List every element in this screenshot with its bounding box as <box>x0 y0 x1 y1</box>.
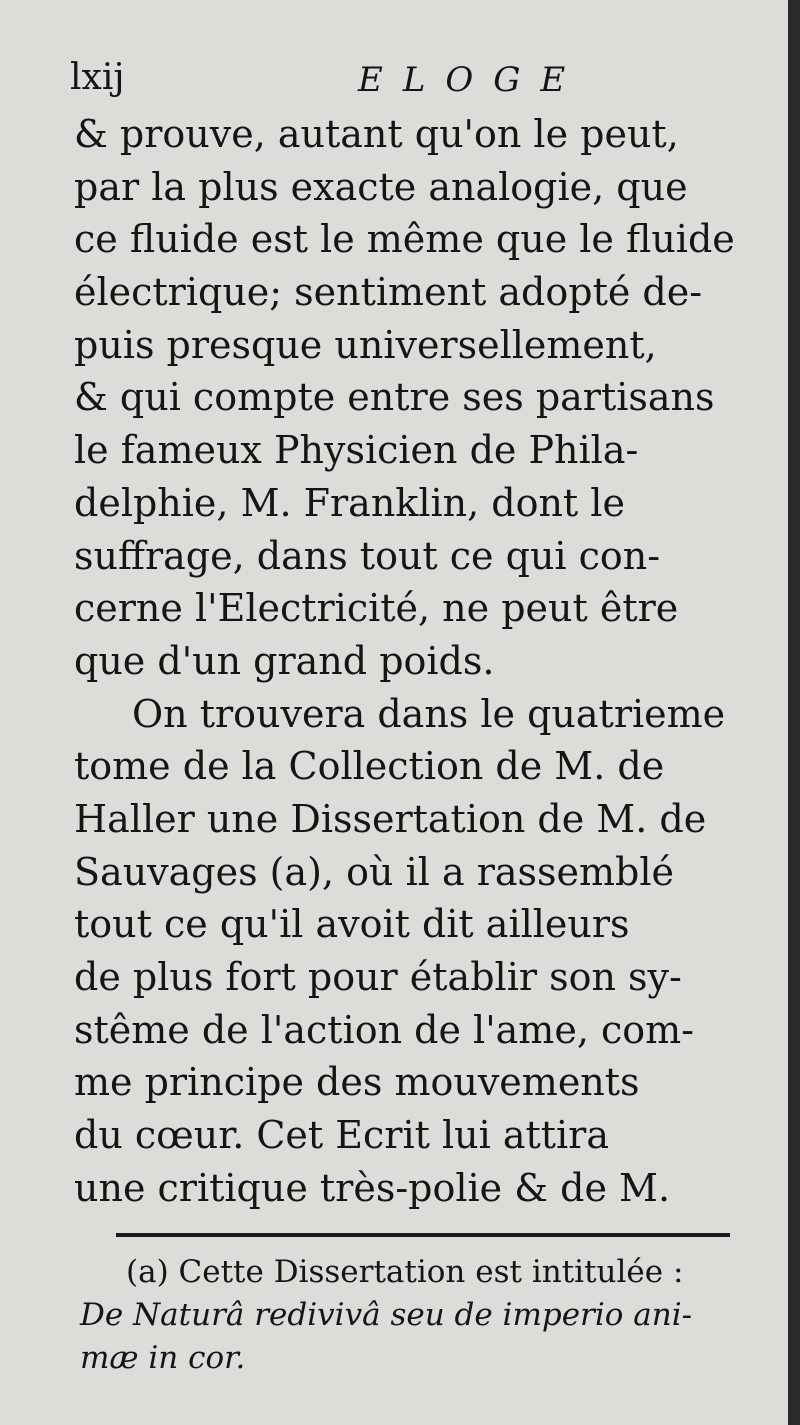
text-line: tout ce qu'il avoit dit ailleurs <box>74 902 630 947</box>
text-line: le fameux Physicien de Phila- <box>74 428 639 473</box>
text-line: tome de la Collection de M. de <box>74 744 665 789</box>
text-line: ce fluide est le même que le fluide <box>74 217 735 262</box>
page-edge <box>788 0 800 1425</box>
text-line: que d'un grand poids. <box>74 638 495 683</box>
footnote-rule <box>116 1233 730 1237</box>
text-line: & qui compte entre ses partisans <box>74 375 715 420</box>
page-number: lxij <box>70 57 125 98</box>
text-line: électrique; sentiment adopté de- <box>74 270 703 315</box>
text-line: du cœur. Cet Ecrit lui attira <box>74 1113 609 1158</box>
text-line: me principe des mouvements <box>74 1060 640 1105</box>
text-line: par la plus exacte analogie, que <box>74 164 688 209</box>
text-line: de plus fort pour établir son sy- <box>74 955 682 999</box>
paragraph-start-line: On trouvera dans le quatrieme <box>132 691 726 736</box>
text-line: une critique très-polie & de M. <box>74 1165 671 1210</box>
text-line: cerne l'Electricité, ne peut être <box>74 586 679 631</box>
page-header <box>70 58 730 98</box>
text-line: delphie, M. Franklin, dont le <box>74 480 625 525</box>
text-line: stême de l'action de l'ame, com- <box>74 1007 695 1052</box>
text-line: Sauvages (a), où il a rassemblé <box>74 849 675 894</box>
running-head: ELOGE <box>358 60 586 100</box>
text-line: & prouve, autant qu'on le peut, <box>74 112 679 156</box>
body-text <box>74 108 734 1214</box>
text-line: suffrage, dans tout ce qui con- <box>74 533 661 578</box>
footnote <box>80 1251 736 1380</box>
footnote-line: (a) Cette Dissertation est intitulée : <box>126 1254 684 1290</box>
text-line: Haller une Dissertation de M. de <box>74 796 707 841</box>
footnote-line-italic: mæ in cor. <box>80 1340 246 1376</box>
footnote-line-italic: De Naturâ redivivâ seu de imperio ani- <box>80 1297 693 1333</box>
text-line: puis presque universellement, <box>74 322 657 367</box>
